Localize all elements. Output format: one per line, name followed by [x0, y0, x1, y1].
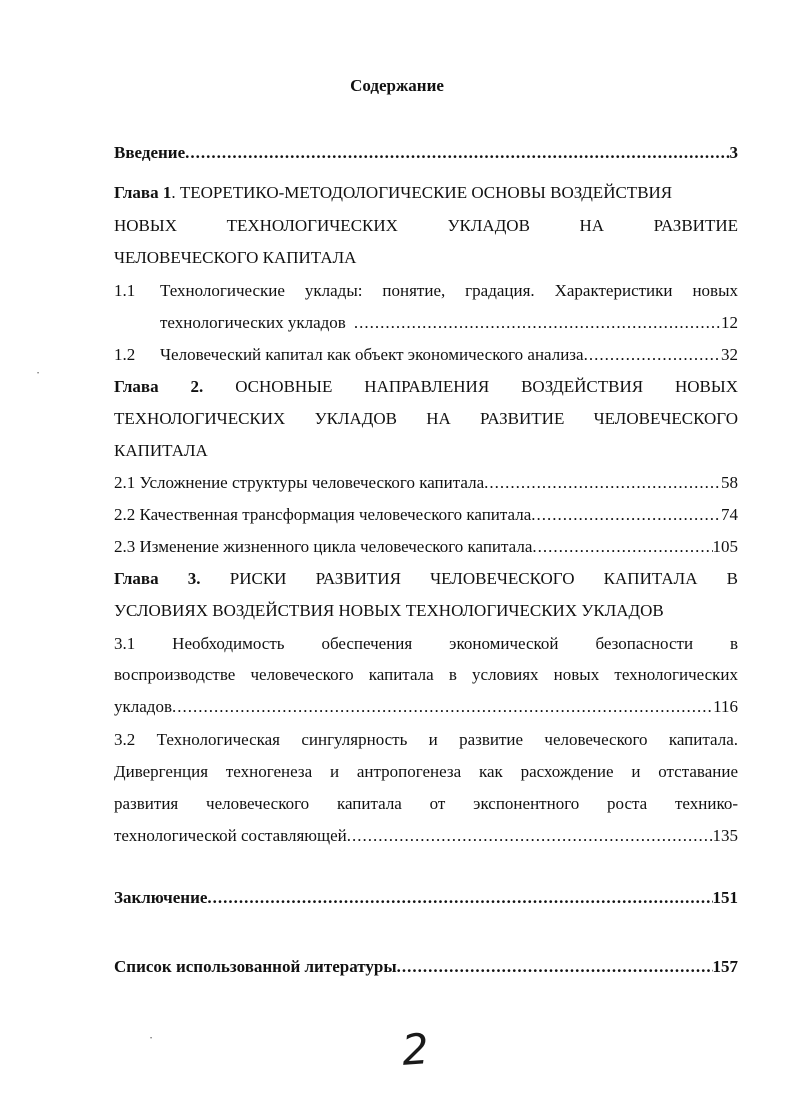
toc-references-label: Список использованной литературы: [114, 957, 397, 976]
chapter3-title-line2: УСЛОВИЯХ ВОЗДЕЙСТВИЯ НОВЫХ ТЕХНОЛОГИЧЕСКИХ УКЛАДОВ: [114, 601, 664, 620]
section-3-2-line1: 3.2 Технологическая сингулярность и развитие человеческого капитала.: [114, 730, 738, 749]
chapter3-title-part1: РИСКИ РАЗВИТИЯ ЧЕЛОВЕЧЕСКОГО КАПИТАЛА В: [229, 569, 739, 588]
section-1-1-page: 12: [721, 313, 738, 332]
toc-intro-label: Введение: [114, 143, 186, 162]
chapter1-title-part1: . ТЕОРЕТИКО-МЕТОДОЛОГИЧЕСКИЕ ОСНОВЫ ВОЗДЕЙСТВИЯ: [171, 183, 673, 202]
toc-references: [114, 956, 738, 978]
section-1-1-label: технологических укладов: [160, 313, 346, 332]
section-2-3: [114, 536, 738, 558]
section-2-2-page: 74: [721, 505, 738, 524]
dot-leader: [584, 344, 721, 366]
section-2-3-page: 105: [712, 537, 738, 556]
section-1-2: [160, 344, 738, 366]
toc-references-page: 157: [712, 957, 738, 976]
dot-leader: [347, 825, 713, 847]
dot-leader: [172, 696, 713, 718]
section-3-1-line2: воспроизводстве человеческого капитала в условиях новых технологических: [114, 665, 738, 684]
section-3-2-line3: развития человеческого капитала от экспонентного роста технико-: [114, 794, 738, 813]
section-1-1-line1: Технологические уклады: понятие, градация. Характеристики новых: [160, 281, 738, 300]
section-1-2-number: 1.2: [114, 345, 136, 364]
section-3-1-label-end: укладов: [114, 697, 172, 716]
dot-leader: [397, 956, 713, 978]
chapter1-label: Глава 1: [114, 183, 172, 202]
section-3-1-line1: 3.1 Необходимость обеспечения экономической безопасности в: [114, 634, 738, 653]
section-2-2: [114, 504, 738, 526]
chapter1-title-line3: ЧЕЛОВЕЧЕСКОГО КАПИТАЛА: [114, 248, 357, 267]
chapter3-label: Глава 3.: [114, 569, 201, 588]
chapter2-title-line3: КАПИТАЛА: [114, 441, 208, 460]
page-title: Содержание: [350, 76, 444, 95]
toc-conclusion: [114, 887, 738, 909]
section-1-2-label: Человеческий капитал как объект экономического анализа: [160, 345, 584, 364]
chapter2-title-part1: ОСНОВНЫЕ НАПРАВЛЕНИЯ ВОЗДЕЙСТВИЯ НОВЫХ: [235, 377, 738, 396]
section-2-1: [114, 472, 738, 494]
dot-leader: [532, 536, 712, 558]
section-3-1-line3: [114, 696, 738, 718]
section-3-1-page: 116: [713, 697, 738, 716]
dot-leader: [185, 142, 729, 164]
scan-speck: •: [150, 1036, 153, 1042]
chapter1-title-line2: НОВЫХ ТЕХНОЛОГИЧЕСКИХ УКЛАДОВ НА РАЗВИТИЕ: [114, 216, 738, 235]
section-3-2-line4: [114, 825, 738, 847]
section-2-2-label: 2.2 Качественная трансформация человеческого капитала: [114, 505, 532, 524]
section-2-1-page: 58: [721, 473, 738, 492]
toc-conclusion-label: Заключение: [114, 888, 208, 907]
section-2-3-label: 2.3 Изменение жизненного цикла человеческого капитала: [114, 537, 533, 556]
chapter1-heading-line1: [114, 182, 738, 204]
dot-leader: [207, 887, 712, 909]
toc-intro-page: 3: [729, 143, 738, 162]
section-1-2-page: 32: [721, 345, 738, 364]
section-2-1-label: 2.1 Усложнение структуры человеческого капитала: [114, 473, 485, 492]
section-3-2-page: 135: [712, 826, 738, 845]
section-1-1-line2: [160, 312, 738, 334]
chapter3-heading-line1: [114, 568, 738, 590]
section-3-2-label-end: технологической составляющей: [114, 826, 347, 845]
chapter2-heading-line1: [114, 376, 738, 398]
handwritten-page-number: 2: [400, 1024, 431, 1075]
dot-leader: [354, 312, 721, 334]
chapter2-title-line2: ТЕХНОЛОГИЧЕСКИХ УКЛАДОВ НА РАЗВИТИЕ ЧЕЛОВЕЧЕСКОГО: [114, 409, 738, 428]
toc-conclusion-page: 151: [712, 888, 738, 907]
chapter2-label: Глава 2.: [114, 377, 204, 396]
section-1-1-number: 1.1: [114, 281, 136, 300]
dot-leader: [484, 472, 721, 494]
section-3-2-line2: Дивергенция техногенеза и антропогенеза как расхождение и отставание: [114, 762, 738, 781]
toc-intro: [114, 142, 738, 164]
dot-leader: [531, 504, 721, 526]
scan-speck: •: [37, 371, 40, 377]
